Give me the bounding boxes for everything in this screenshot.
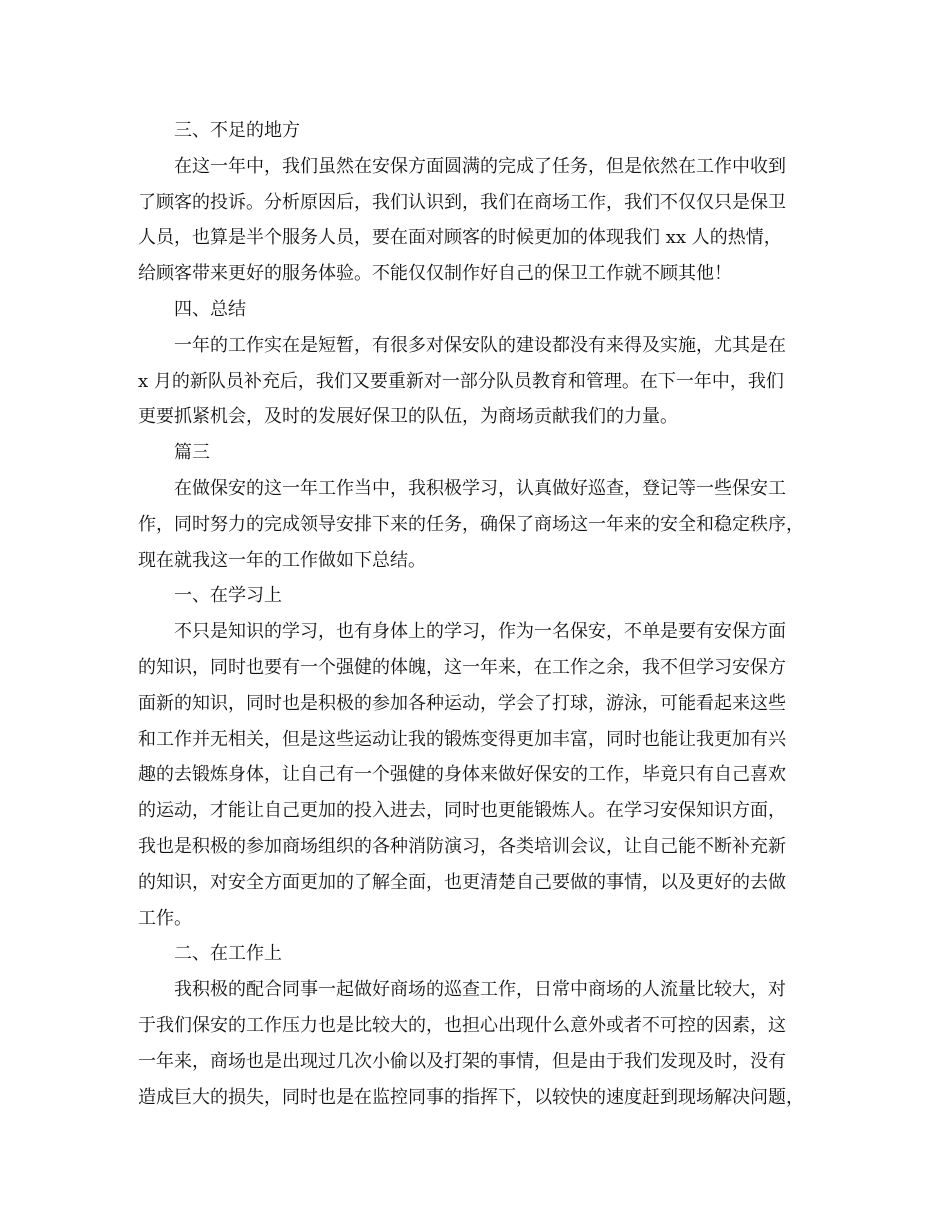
text-line: 的知识，对安全方面更加的了解全面，也更清楚自己要做的事情，以及更好的去做 [138,871,786,893]
text-line: 二、在工作上 [174,943,282,965]
text-line: 人员，也算是半个服务人员，要在面对顾客的时候更加的体现我们 xx 人的热情， [138,227,782,249]
text-line: 一年来，商场也是出现过几次小偷以及打架的事情，但是由于我们发现及时，没有 [138,1050,786,1072]
text-line: 更要抓紧机会，及时的发展好保卫的队伍，为商场贡献我们的力量。 [138,406,678,428]
text-line: 了顾客的投诉。分析原因后，我们认识到，我们在商场工作，我们不仅仅只是保卫 [138,191,786,213]
text-line: 四、总结 [174,298,246,320]
text-line: 造成巨大的损失，同时也是在监控同事的指挥下，以较快的速度赶到现场解决问题， [138,1086,804,1108]
text-line: 和工作并无相关，但是这些运动让我的锻炼变得更加丰富，同时也能让我更加有兴 [138,728,786,750]
text-line: 我也是积极的参加商场组织的各种消防演习，各类培训会议，让自己能不断补充新 [138,835,786,857]
text-line: 趣的去锻炼身体，让自己有一个强健的身体来做好保安的工作，毕竟只有自己喜欢 [138,764,786,786]
text-line: 我积极的配合同事一起做好商场的巡查工作，日常中商场的人流量比较大，对 [174,979,786,1001]
text-line: 在做保安的这一年工作当中，我积极学习，认真做好巡查，登记等一些保安工 [174,477,786,499]
text-line: 在这一年中，我们虽然在安保方面圆满的完成了任务，但是依然在工作中收到 [174,155,786,177]
text-line: 工作。 [138,907,192,929]
text-line: 一年的工作实在是短暂，有很多对保安队的建设都没有来得及实施，尤其是在 [174,334,786,356]
text-line: 作，同时努力的完成领导安排下来的任务，确保了商场这一年来的安全和稳定秩序， [138,513,804,535]
text-line: 的运动，才能让自己更加的投入进去，同时也更能锻炼人。在学习安保知识方面， [138,800,786,822]
text-line: 给顾客带来更好的服务体验。不能仅仅制作好自己的保卫工作就不顾其他！ [138,263,732,285]
text-line: 一、在学习上 [174,585,282,607]
text-line: 不只是知识的学习，也有身体上的学习，作为一名保安，不单是要有安保方面 [174,621,786,643]
text-line: 的知识，同时也要有一个强健的体魄，这一年来，在工作之余，我不但学习安保方 [138,656,786,678]
text-line: 三、不足的地方 [174,120,300,141]
text-line: 篇三 [174,442,210,464]
text-line: x 月的新队员补充后，我们又要重新对一部分队员教育和管理。在下一年中，我们 [138,370,784,392]
text-line: 面新的知识，同时也是积极的参加各种运动，学会了打球，游泳，可能看起来这些 [138,692,786,714]
text-line: 现在就我这一年的工作做如下总结。 [138,549,426,571]
text-line: 于我们保安的工作压力也是比较大的，也担心出现什么意外或者不可控的因素，这 [138,1014,786,1036]
document-body [138,113,828,1115]
